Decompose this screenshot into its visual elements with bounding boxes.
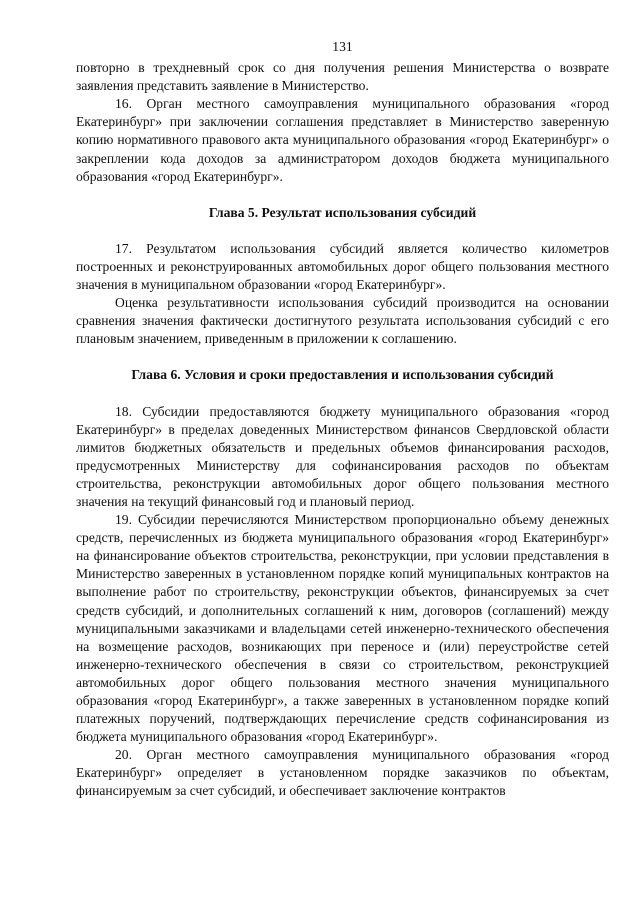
document-page	[76, 38, 609, 801]
spacer	[76, 222, 609, 240]
paragraph-continuation: повторно в трехдневный срок со дня получения решения Министерства о возврате заявления представить заявление в Министерство.	[76, 60, 609, 94]
paragraph-17: 17. Результатом использования субсидий является количество километров построенных и реконструированных автомобильных дорог общего пользования местного значения в муниципальном образовании «город Екатеринбург».	[76, 240, 609, 293]
paragraph-19: 19. Субсидии перечисляются Министерством пропорционально объему денежных средств, перечисленных из бюджета муниципального образования «город Екатеринбург» на финансирование объектов строительства, реконструкции, при условии представления в Министерство заверенных в установленном порядке копий муниципальных контрактов на выполнение работ по строительству, реконструкции объектов, финансируемых за счет средств субсидий, и дополнительных соглашений к ним, договоров (соглашений) между муниципальными заказчиками и владельцами сетей инженерно-технического обеспечения на возмещение расходов, возникающих при переносе и (или) переустройстве сетей инженерно-технического обеспечения в связи со строительством, реконструкцией автомобильных дорог общего пользования местного значения муниципального образования «город Екатеринбург», а также заверенных в установленном порядке копий платежных поручений, подтверждающих перечисление средств софинансирования из бюджета муниципального образования «город Екатеринбург».	[76, 512, 609, 745]
chapter-5-heading: Глава 5. Результат использования субсидий	[208, 204, 477, 220]
chapter-6-heading: Глава 6. Условия и сроки предоставления и использования субсидий	[131, 367, 554, 383]
spacer	[76, 186, 609, 204]
paragraph-18: 18. Субсидии предоставляются бюджету муниципального образования «город Екатеринбург» в пределах доведенных Министерством финансов Свердловской области лимитов бюджетных обязательств и предельных объемов финансирования расходов, предусмотренных Министерству для софинансирования расходов по объектам строительства, реконструкции автомобильных дорог общего пользования местного значения на текущий финансовый год и плановый период.	[76, 403, 609, 509]
page-number: 131	[332, 39, 353, 54]
spacer	[76, 348, 609, 366]
paragraph-16: 16. Орган местного самоуправления муниципального образования «город Екатеринбург» при заключении соглашения представляет в Министерство заверенную копию нормативного правового акта муниципального образования «город Екатеринбург» о закреплении кода доходов за администратором доходов бюджета муниципального образования «город Екатеринбург».	[76, 96, 609, 184]
spacer	[76, 385, 609, 403]
paragraph-17-evaluation: Оценка результативности использования субсидий производится на основании сравнения значения фактически достигнутого результата использования субсидий с его плановым значением, приведенным в приложении к соглашению.	[76, 295, 609, 347]
paragraph-20: 20. Орган местного самоуправления муниципального образования «город Екатеринбург» определяет в установленном порядке заказчиков по объектам, финансируемым за счет субсидий, и обеспечивает заключение контрактов	[76, 747, 609, 799]
